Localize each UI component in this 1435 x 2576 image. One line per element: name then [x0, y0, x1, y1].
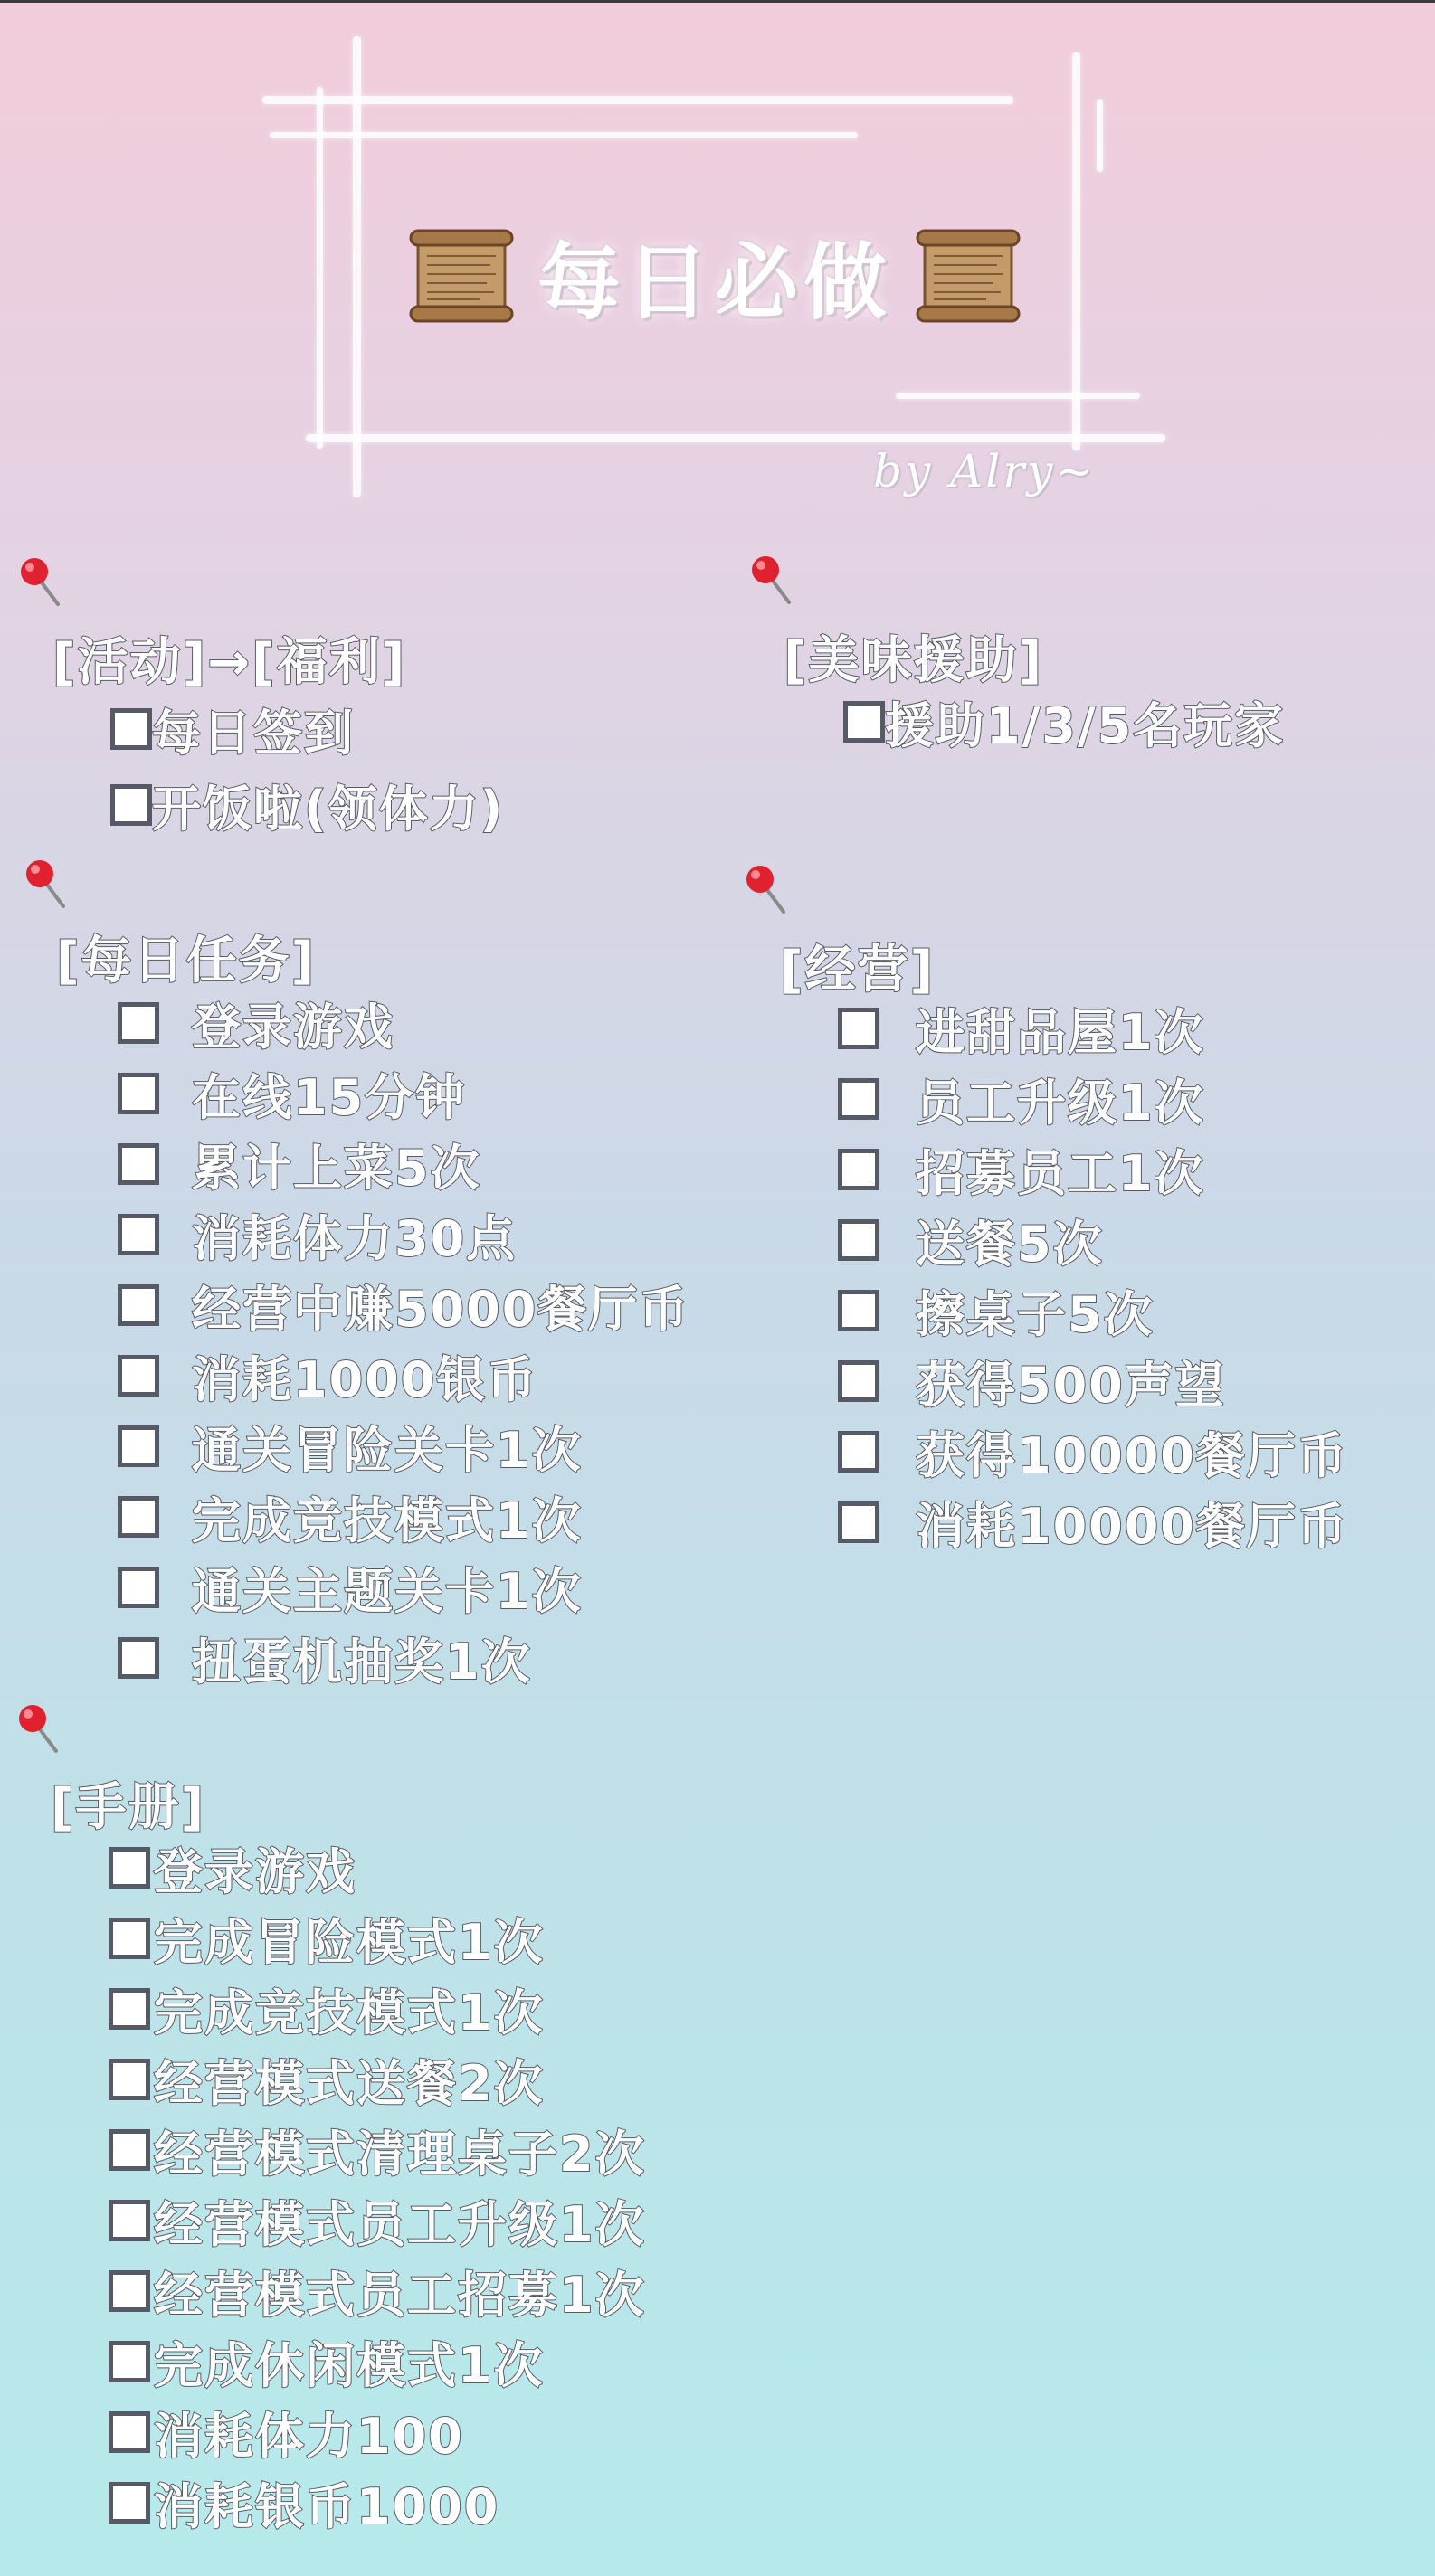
checklist: [118, 988, 689, 1693]
push-pin-icon: [14, 1700, 60, 1755]
list-item: [109, 2467, 646, 2538]
item-label: 经营中赚5000餐厅币: [192, 1280, 690, 1338]
list-item: [109, 1903, 646, 1974]
list-item: [838, 1205, 1348, 1275]
list-item: [838, 1416, 1348, 1487]
list-item: [118, 988, 689, 1058]
list-item: [838, 1134, 1348, 1205]
checkbox[interactable]: [109, 2200, 150, 2241]
list-item: [109, 1833, 646, 1903]
checkbox[interactable]: [118, 1143, 159, 1185]
item-label: 经营模式员工升级1次: [154, 2195, 646, 2253]
list-item: [843, 684, 1285, 760]
checklist: [843, 684, 1285, 760]
checkbox[interactable]: [118, 1637, 159, 1679]
item-label: 完成竞技模式1次: [154, 1984, 545, 2041]
section-title: [经营]: [780, 941, 936, 999]
checkbox[interactable]: [118, 1073, 159, 1114]
checkbox[interactable]: [838, 1149, 879, 1190]
list-item: [118, 1482, 689, 1552]
list-item: [838, 993, 1348, 1064]
item-label: 消耗体力100: [154, 2407, 464, 2465]
list-item: [118, 1199, 689, 1270]
page-title: 每日必做: [537, 234, 892, 331]
item-label: 完成休闲模式1次: [154, 2336, 545, 2394]
title-banner: [407, 217, 1022, 335]
checkbox[interactable]: [109, 2482, 150, 2524]
author-signature: by Alry~: [873, 445, 1097, 497]
section-title: [活动]→[福利]: [52, 633, 407, 692]
list-item: [118, 1552, 689, 1623]
item-label: 在线15分钟: [192, 1068, 467, 1126]
checkbox[interactable]: [109, 1918, 150, 1959]
parchment-scroll-icon: [914, 225, 1022, 327]
list-item: [109, 1974, 646, 2044]
list-item: [109, 2256, 646, 2326]
checkbox[interactable]: [118, 1567, 159, 1608]
push-pin-icon: [747, 552, 793, 606]
checkbox[interactable]: [109, 1847, 150, 1889]
checkbox[interactable]: [109, 2341, 150, 2382]
checkbox[interactable]: [109, 2059, 150, 2100]
checkbox[interactable]: [109, 2411, 150, 2453]
parchment-scroll-icon: [407, 225, 516, 327]
checklist: [110, 691, 504, 843]
list-item: [838, 1487, 1348, 1558]
checkbox[interactable]: [838, 1078, 879, 1120]
checkbox[interactable]: [838, 1501, 879, 1543]
item-label: 擦桌子5次: [916, 1285, 1155, 1343]
section-title: [美味援助]: [784, 631, 1044, 690]
item-label: 登录游戏: [154, 1842, 356, 1900]
checkbox[interactable]: [109, 2129, 150, 2171]
list-item: [118, 1623, 689, 1693]
push-pin-icon: [16, 554, 62, 608]
list-item: [838, 1346, 1348, 1416]
checklist: [109, 1833, 646, 2538]
item-label: 招募员工1次: [916, 1144, 1205, 1202]
item-label: 消耗银币1000: [154, 2477, 500, 2535]
item-label: 送餐5次: [916, 1215, 1104, 1273]
list-item: [838, 1275, 1348, 1346]
item-label: 经营模式员工招募1次: [154, 2266, 646, 2324]
list-item: [118, 1058, 689, 1129]
checkbox[interactable]: [118, 1355, 159, 1397]
checkbox[interactable]: [109, 2270, 150, 2312]
item-label: 消耗体力30点: [192, 1209, 518, 1267]
checkbox[interactable]: [118, 1425, 159, 1467]
list-item: [109, 2397, 646, 2467]
list-item: [110, 691, 504, 767]
list-item: [109, 2115, 646, 2185]
item-label: 进甜品屋1次: [916, 1003, 1205, 1061]
push-pin-icon: [742, 861, 787, 915]
item-label: 每日签到: [152, 704, 355, 762]
item-label: 累计上菜5次: [192, 1139, 481, 1197]
item-label: 消耗10000餐厅币: [916, 1497, 1348, 1555]
checkbox[interactable]: [838, 1431, 879, 1473]
checkbox[interactable]: [838, 1219, 879, 1261]
checklist: [838, 993, 1348, 1558]
checkbox[interactable]: [118, 1002, 159, 1044]
item-label: 完成冒险模式1次: [154, 1913, 545, 1971]
item-label: 员工升级1次: [916, 1074, 1205, 1132]
list-item: [109, 2044, 646, 2115]
list-item: [118, 1270, 689, 1340]
item-label: 通关主题关卡1次: [192, 1562, 583, 1620]
checkbox[interactable]: [118, 1284, 159, 1326]
item-label: 通关冒险关卡1次: [192, 1421, 583, 1479]
top-edge-line: [0, 0, 1435, 3]
checkbox[interactable]: [838, 1008, 879, 1049]
checkbox[interactable]: [118, 1496, 159, 1538]
item-label: 登录游戏: [192, 998, 394, 1056]
section-title: [每日任务]: [56, 932, 317, 990]
list-item: [838, 1064, 1348, 1134]
checkbox[interactable]: [109, 1988, 150, 2030]
push-pin-icon: [22, 856, 67, 910]
checkbox[interactable]: [843, 701, 885, 743]
item-label: 经营模式清理桌子2次: [154, 2125, 646, 2183]
list-item: [110, 767, 504, 843]
list-item: [109, 2185, 646, 2256]
item-label: 获得500声望: [916, 1356, 1226, 1414]
list-item: [118, 1411, 689, 1482]
item-label: 经营模式送餐2次: [154, 2054, 545, 2112]
list-item: [109, 2326, 646, 2397]
checkbox[interactable]: [838, 1360, 879, 1402]
checkbox[interactable]: [110, 784, 152, 826]
checkbox[interactable]: [110, 708, 152, 750]
item-label: 获得10000餐厅币: [916, 1426, 1348, 1484]
checkbox[interactable]: [118, 1214, 159, 1255]
list-item: [118, 1129, 689, 1199]
list-item: [118, 1340, 689, 1411]
checkbox[interactable]: [838, 1290, 879, 1331]
item-label: 扭蛋机抽奖1次: [192, 1633, 532, 1690]
item-label: 援助1/3/5名玩家: [885, 696, 1286, 754]
section-title: [手册]: [51, 1778, 206, 1837]
item-label: 消耗1000银币: [192, 1350, 538, 1408]
item-label: 完成竞技模式1次: [192, 1492, 583, 1549]
item-label: 开饭啦(领体力): [152, 780, 505, 838]
